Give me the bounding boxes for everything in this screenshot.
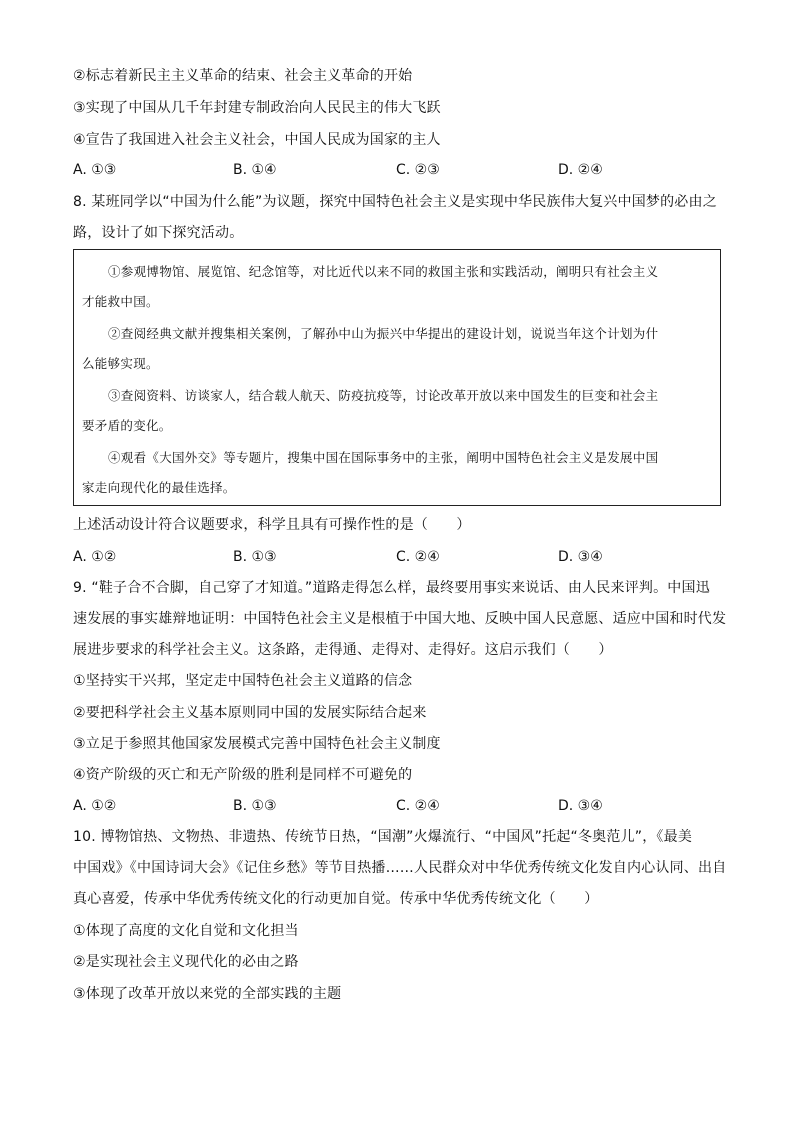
q8-stem-line-2: 路，设计了如下探究活动。 [73,225,244,241]
activity-1-line-2: 才能救中国。 [82,294,159,309]
q8-question: 上述活动设计符合议题要求，科学且具有可操作性的是（ ） [73,517,471,533]
q7-option-b[interactable]: B. ①④ [233,162,277,178]
activity-box [73,249,721,506]
q9-item-1: ①坚持实干兴邦，坚定走中国特色社会主义道路的信念 [73,673,413,689]
q7-option-a[interactable]: A. ①③ [73,162,117,178]
q7-item-2: ②标志着新民主主义革命的结束、社会主义革命的开始 [73,68,413,84]
activity-1-line-1: ①参观博物馆、展览馆、纪念馆等，对比近代以来不同的救国主张和实践活动，阐明只有社会主义 [108,264,659,279]
q7-item-4: ④宣告了我国进入社会主义社会，中国人民成为国家的主人 [73,132,441,148]
q10-item-1: ①体现了高度的文化自觉和文化担当 [73,923,299,939]
q10-item-2: ②是实现社会主义现代化的必由之路 [73,954,299,970]
activity-2-line-1: ②查阅经典文献并搜集相关案例，了解孙中山为振兴中华提出的建设计划，说说当年这个计划为什 [108,326,659,341]
q7-option-c[interactable]: C. ②③ [396,162,440,178]
q9-item-3: ③立足于参照其他国家发展模式完善中国特色社会主义制度 [73,736,441,752]
q8-option-b[interactable]: B. ①③ [233,549,277,565]
q9-stem-line-2: 速发展的事实雄辩地证明：中国特色社会主义是根植于中国大地、反映中国人民意愿、适应中国和时代发 [73,611,727,627]
q9-stem-line-1: 9. “鞋子合不合脚，自己穿了才知道。”道路走得怎么样，最终要用事实来说话、由人民来评判。中国迅 [73,580,710,596]
q9-item-2: ②要把科学社会主义基本原则同中国的发展实际结合起来 [73,705,427,721]
activity-4-line-2: 家走向现代化的最佳选择。 [82,480,236,495]
q7-item-3: ③实现了中国从几千年封建专制政治向人民民主的伟大飞跃 [73,100,441,116]
activity-3-line-1: ③查阅资料、访谈家人，结合载人航天、防疫抗疫等，讨论改革开放以来中国发生的巨变和社会主 [108,388,659,403]
q9-option-a[interactable]: A. ①② [73,798,117,814]
q9-stem-line-3: 展进步要求的科学社会主义。这条路，走得通、走得对、走得好。这启示我们（ ） [73,642,613,658]
q8-option-a[interactable]: A. ①② [73,549,117,565]
activity-4-line-1: ④观看《大国外交》等专题片，搜集中国在国际事务中的主张，阐明中国特色社会主义是发展中国 [108,450,659,465]
q9-option-d[interactable]: D. ③④ [558,798,603,814]
q9-option-b[interactable]: B. ①③ [233,798,277,814]
activity-2-line-2: 么能够实现。 [82,356,159,371]
q7-option-d[interactable]: D. ②④ [558,162,603,178]
q10-item-3: ③体现了改革开放以来党的全部实践的主题 [73,986,342,1002]
activity-3-line-2: 要矛盾的变化。 [82,418,172,433]
q8-option-d[interactable]: D. ③④ [558,549,603,565]
q10-stem-line-1: 10. 博物馆热、文物热、非遗热、传统节日热，“国潮”火爆流行、“中国风”托起“冬奥范儿”，《最美 [73,829,693,845]
q8-option-c[interactable]: C. ②④ [396,549,440,565]
q10-stem-line-3: 真心喜爱，传承中华优秀传统文化的行动更加自觉。传承中华优秀传统文化（ ） [73,891,599,907]
q10-stem-line-2: 中国戏》《中国诗词大会》《记住乡愁》等节目热播……人民群众对中华优秀传统文化发自内心认同、出自 [73,860,727,876]
q9-option-c[interactable]: C. ②④ [396,798,440,814]
q8-stem-line-1: 8. 某班同学以“中国为什么能”为议题，探究中国特色社会主义是实现中华民族伟大复兴中国梦的必由之 [73,194,717,210]
q9-item-4: ④资产阶级的灭亡和无产阶级的胜利是同样不可避免的 [73,767,413,783]
